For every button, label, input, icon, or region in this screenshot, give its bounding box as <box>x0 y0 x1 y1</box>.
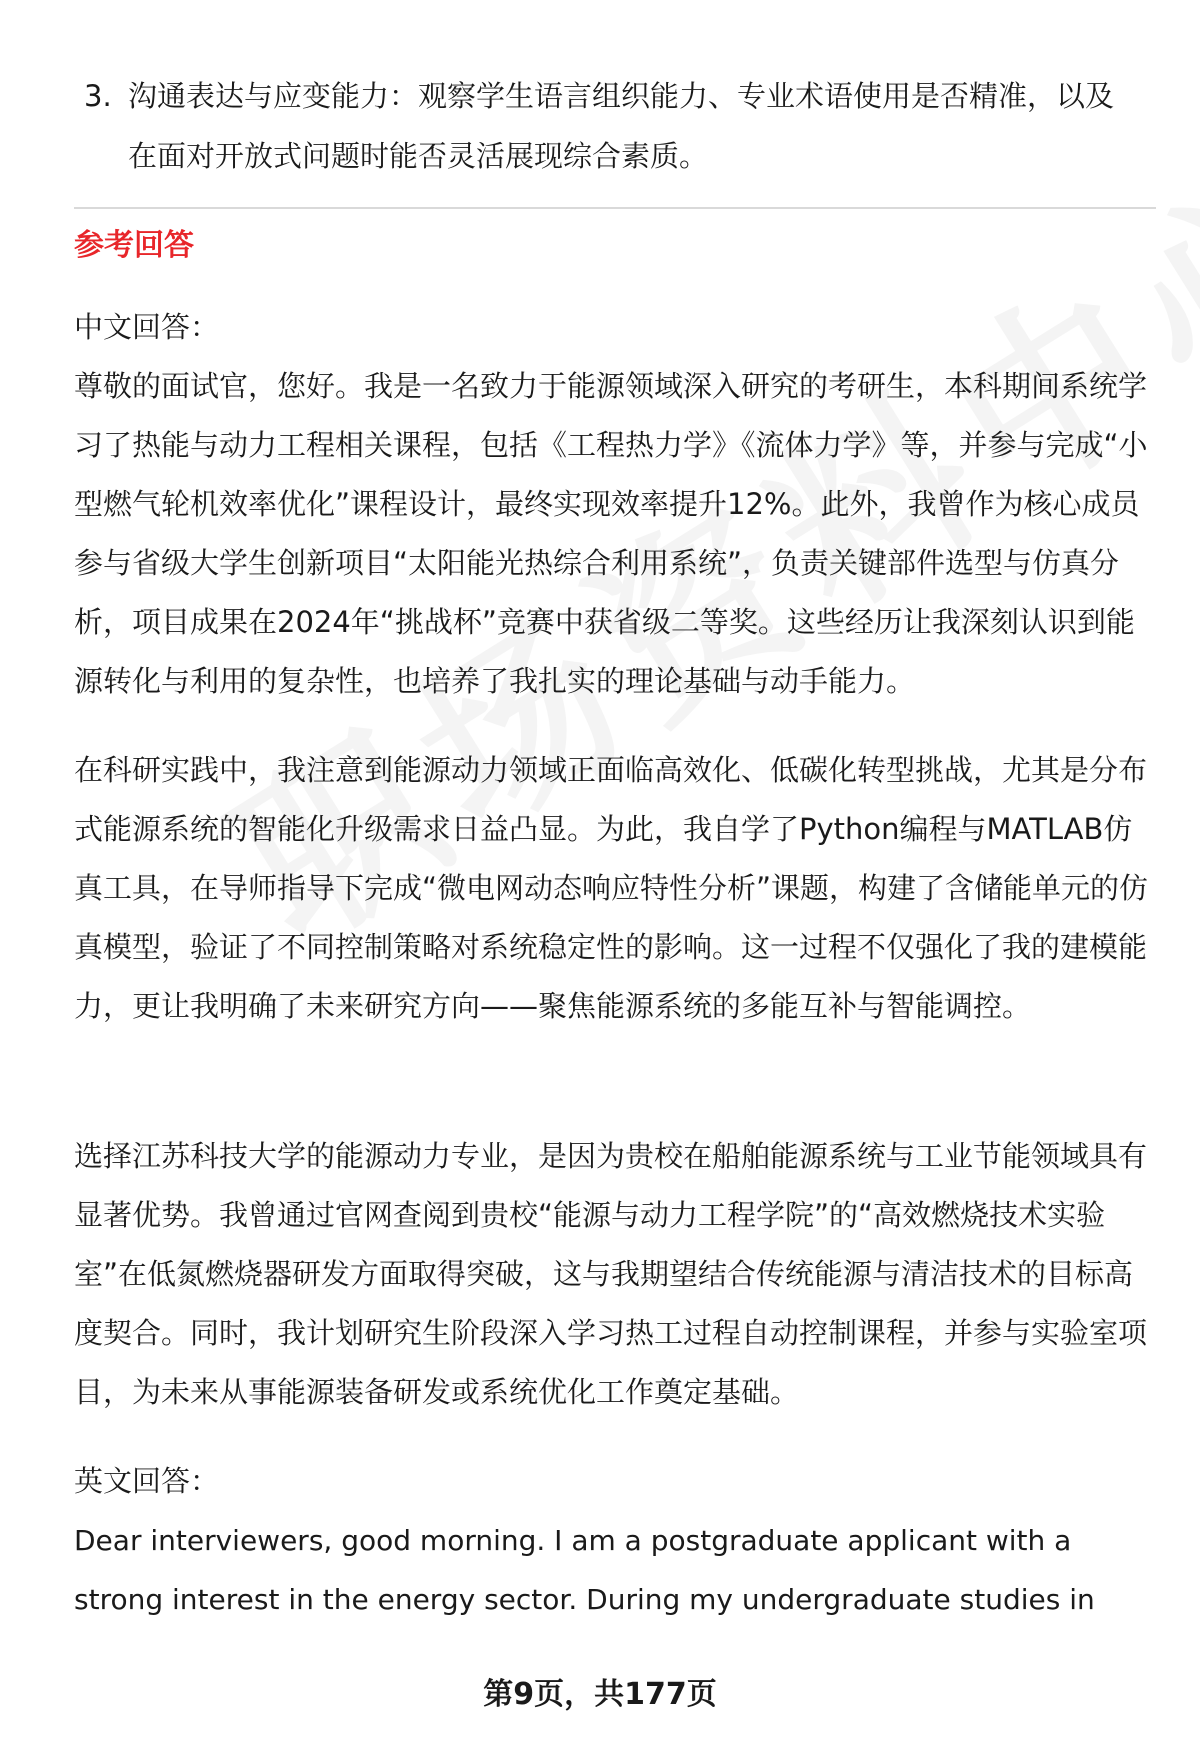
chinese-answer-paragraph-2: 在科研实践中，我注意到能源动力领域正面临高效化、低碳化转型挑战，尤其是分布式能源系统的智能化升级需求日益凸显。为此，我自学了Python编程与MATLAB仿真工具，在导师指导下完成“微电网动态响应特性分析”课题，构建了含储能单元的仿真模型，验证了不同控制策略对系统稳定性的影响。这一过程不仅强化了我的建模能力，更让我明确了未来研究方向——聚焦能源系统的多能互补与智能调控。 <box>74 753 1149 1023</box>
chinese-answer-label: 中文回答： <box>74 310 220 344</box>
evaluation-criteria-item <box>84 66 1144 186</box>
reference-answer-heading: 参考回答 <box>74 228 194 263</box>
chinese-answer-paragraph-1: 尊敬的面试官，您好。我是一名致力于能源领域深入研究的考研生，本科期间系统学习了热能与动力工程相关课程，包括《工程热力学》《流体力学》等，并参与完成“小型燃气轮机效率优化”课程设计，最终实现效率提升12%。此外，我曾作为核心成员参与省级大学生创新项目“太阳能光热综合利用系统”，负责关键部件选型与仿真分析，项目成果在2024年“挑战杯”竞赛中获省级二等奖。这些经历让我深刻认识到能源转化与利用的复杂性，也培养了我扎实的理论基础与动手能力。 <box>74 369 1148 698</box>
english-answer-paragraph: Dear interviewers, good morning. I am a postgraduate applicant with a strong interest in the energy sector. During my undergraduate studies in <box>74 1524 1095 1616</box>
section-divider <box>74 207 1156 209</box>
list-number: 3. <box>84 79 112 113</box>
chinese-answer-paragraph-3: 选择江苏科技大学的能源动力专业，是因为贵校在船舶能源系统与工业节能领域具有显著优势。我曾通过官网查阅到贵校“能源与动力工程学院”的“高效燃烧技术实验室”在低氮燃烧器研发方面取得突破，这与我期望结合传统能源与清洁技术的目标高度契合。同时，我计划研究生阶段深入学习热工过程自动控制课程，并参与实验室项目，为未来从事能源装备研发或系统优化工作奠定基础。 <box>74 1139 1148 1409</box>
page-number-footer: 第9页，共177页 <box>483 1677 717 1712</box>
criteria-text: 沟通表达与应变能力：观察学生语言组织能力、专业术语使用是否精准，以及在面对开放式问题时能否灵活展现综合素质。 <box>128 79 1115 173</box>
english-answer-label: 英文回答： <box>74 1464 220 1498</box>
